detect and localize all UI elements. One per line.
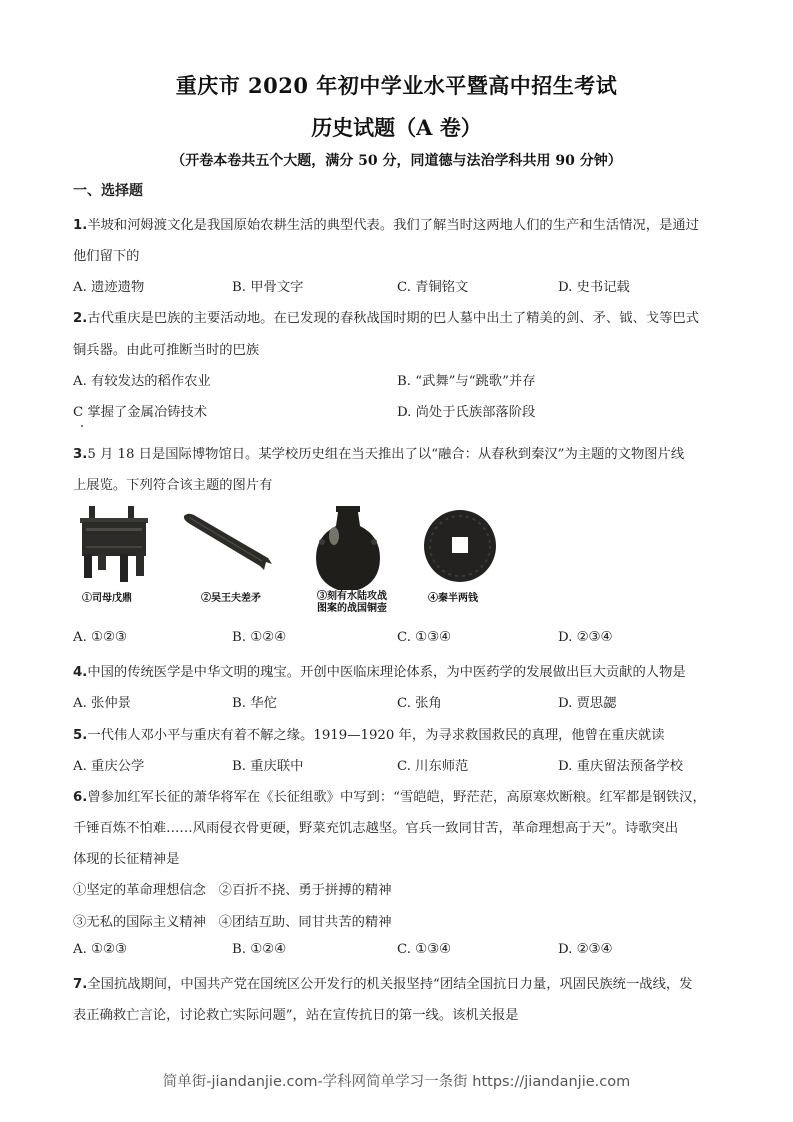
option-b[interactable]: B. 华佗	[232, 696, 277, 711]
question-6-statements-2: ③无私的国际主义精神 ④团结互助、同甘共苦的精神	[73, 915, 392, 930]
option-d[interactable]: D. 尚处于氏族部落阶段	[397, 405, 536, 420]
exam-note: （开卷本卷共五个大题，满分 50 分，同道德与法治学科共用 90 分钟）	[171, 153, 622, 169]
question-number: 2.	[73, 311, 88, 326]
option-c[interactable]: C. ①③④	[397, 630, 451, 645]
question-1-line-2: 他们留下的	[73, 249, 140, 264]
option-c[interactable]: C. 青铜铭文	[397, 280, 469, 295]
question-text: 全国抗战期间，中国共产党在国统区公开发行的机关报坚持“团结全国抗日力量，巩固民族统一战线，发	[87, 977, 693, 992]
caption-line: 图案的战国铜壶	[317, 603, 387, 614]
question-text: 一代伟人邓小平与重庆有着不解之缘。1919—1920 年，为寻求救国救民的真理，他曾在重庆就读	[87, 728, 665, 743]
option-d[interactable]: D. ②③④	[558, 630, 613, 645]
figure-caption	[312, 591, 392, 615]
caption-line: ③刻有水陆攻战	[317, 591, 387, 602]
option-a[interactable]: A. 重庆公学	[73, 759, 145, 774]
question-text: 半坡和河姆渡文化是我国原始农耕生活的典型代表。我们了解当时这两地人们的生产和生活情况，是通过	[87, 218, 699, 233]
option-a[interactable]: A. ①②③	[73, 630, 127, 645]
question-6-line-2: 千锤百炼不怕难……风雨侵衣骨更硬，野菜充饥志越坚。官兵一致同甘苦，革命理想高于天”。诗歌突出	[73, 821, 679, 836]
exam-subtitle: 历史试题（A 卷）	[311, 115, 482, 140]
option-a[interactable]: A. 张仲景	[73, 696, 131, 711]
question-text: 曾参加红军长征的萧华将军在《长征组歌》中写到：“雪皑皑，野茫茫，高原寒炊断粮。红军都是钢铁汉，	[87, 790, 706, 805]
figure-coin	[420, 506, 500, 592]
option-b[interactable]: B. “武舞”与“跳歌”并存	[397, 374, 536, 389]
ding-image-icon	[72, 506, 156, 588]
question-number: 7.	[73, 977, 88, 992]
scan-speck	[81, 425, 83, 427]
question-7-line-2: 表正确救亡言论，讨论救亡实际问题”，站在宣传抗日的第一线。该机关报是	[73, 1008, 519, 1023]
vessel-image-icon	[308, 506, 388, 592]
footer-watermark: 简单街-jiandanjie.com-学科网简单学习一条街 https://jiandanjie.com	[162, 1074, 631, 1090]
question-text: 5 月 18 日是国际博物馆日。某学校历史组在当天推出了以“融合：从春秋到秦汉”为主题的文物图片线	[87, 447, 685, 462]
option-a[interactable]: A. ①②③	[73, 942, 127, 957]
question-4-line-1	[73, 661, 686, 680]
option-c[interactable]: C. 张角	[397, 696, 442, 711]
option-b[interactable]: B. 重庆联中	[232, 759, 304, 774]
coin-image-icon	[420, 506, 500, 588]
question-6-line-1	[73, 786, 706, 805]
question-number: 5.	[73, 728, 88, 743]
question-1-line-1	[73, 214, 699, 233]
question-text: 古代重庆是巴族的主要活动地。在已发现的春秋战国时期的巴人墓中出土了精美的剑、矛、钺、戈等巴式	[87, 311, 699, 326]
question-number: 3.	[73, 447, 88, 462]
figure-caption: ①司母戊鼎	[82, 593, 132, 604]
option-c[interactable]: C 掌握了金属冶铸技术	[73, 405, 208, 420]
question-7-line-1	[73, 973, 692, 992]
option-d[interactable]: D. 史书记载	[558, 280, 630, 295]
section-heading: 一、选择题	[73, 183, 143, 199]
option-b[interactable]: B. ①②④	[232, 630, 286, 645]
option-b[interactable]: B. 甲骨文字	[232, 280, 304, 295]
option-b[interactable]: B. ①②④	[232, 942, 286, 957]
figure-caption: ②吴王夫差矛	[201, 593, 261, 604]
question-6-statements-1: ①坚定的革命理想信念 ②百折不挠、勇于拼搏的精神	[73, 883, 392, 898]
question-5-line-1	[73, 724, 665, 743]
exam-title: 重庆市 2020 年初中学业水平暨高中招生考试	[175, 73, 618, 98]
figure-caption: ④秦半两钱	[428, 593, 478, 604]
question-number: 6.	[73, 790, 88, 805]
option-a[interactable]: A. 有较发达的稻作农业	[73, 374, 211, 389]
question-6-line-3: 体现的长征精神是	[73, 852, 180, 867]
question-text: 中国的传统医学是中华文明的瑰宝。开创中医临床理论体系，为中医药学的发展做出巨大贡献的人物是	[87, 665, 686, 680]
artifact-figures	[68, 506, 508, 614]
option-a[interactable]: A. 遗迹遗物	[73, 280, 145, 295]
figure-spear	[180, 506, 276, 592]
spear-image-icon	[180, 506, 276, 588]
question-2-line-2: 铜兵器。由此可推断当时的巴族	[73, 343, 260, 358]
option-d[interactable]: D. ②③④	[558, 942, 613, 957]
figure-bronze-vessel	[308, 506, 388, 596]
option-d[interactable]: D. 贾思勰	[558, 696, 617, 711]
figure-ding	[72, 506, 156, 592]
option-d[interactable]: D. 重庆留法预备学校	[558, 759, 684, 774]
question-number: 4.	[73, 665, 88, 680]
question-3-line-1	[73, 443, 684, 462]
question-2-line-1	[73, 307, 699, 326]
option-c[interactable]: C. ①③④	[397, 942, 451, 957]
option-c[interactable]: C. 川东师范	[397, 759, 469, 774]
question-3-line-2: 上展览。下列符合该主题的图片有	[73, 478, 273, 493]
question-number: 1.	[73, 218, 88, 233]
